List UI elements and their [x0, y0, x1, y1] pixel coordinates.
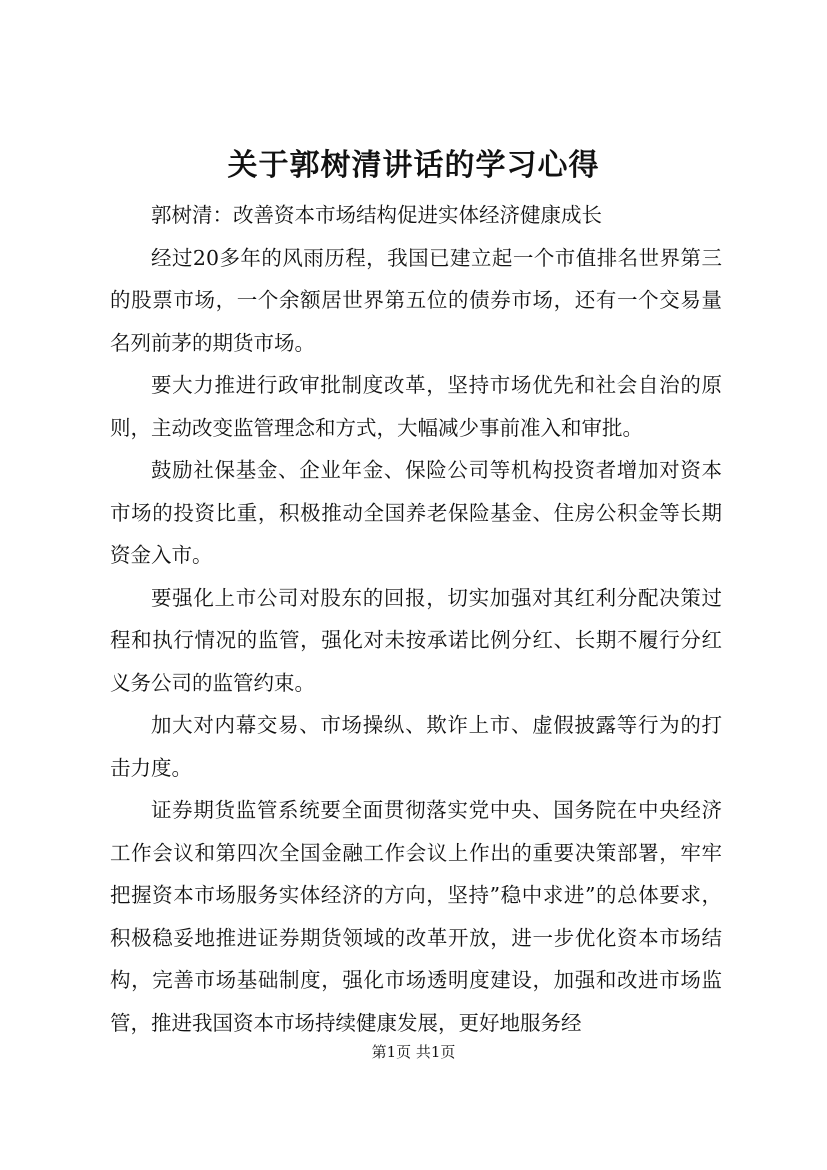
paragraph: 要强化上市公司对股东的回报，切实加强对其红利分配决策过程和执行情况的监管，强化对未按承诺比例分红、长期不履行分红义务公司的监管约束。: [110, 585, 722, 695]
document-body: [110, 194, 722, 1044]
paragraph-subtitle: 郭树清：改善资本市场结构促进实体经济健康成长: [151, 203, 602, 227]
paragraph: 经过20多年的风雨历程，我国已建立起一个市值排名世界第三的股票市场，一个余额居世界第五位的债券市场，还有一个交易量名列前茅的期货市场。: [110, 245, 722, 355]
paragraph: 要大力推进行政审批制度改革，坚持市场优先和社会自治的原则，主动改变监管理念和方式，大幅减少事前准入和审批。: [110, 373, 722, 440]
paragraph: 加大对内幕交易、市场操纵、欺诈上市、虚假披露等行为的打击力度。: [110, 713, 722, 780]
page-footer: 第1页 共1页: [371, 1043, 456, 1061]
paragraph: 鼓励社保基金、企业年金、保险公司等机构投资者增加对资本市场的投资比重，积极推动全国养老保险基金、住房公积金等长期资金入市。: [110, 458, 722, 567]
paragraph: 证券期货监管系统要全面贯彻落实党中央、国务院在中央经济工作会议和第四次全国金融工作会议上作出的重要决策部署，牢牢把握资本市场服务实体经济的方向，坚持”稳中求进”的总体要求，积极稳妥地推进证券期货领域的改革开放，进一步优化资本市场结构，完善市场基础制度，强化市场透明度建设，加强和改进市场监管，推进我国资本市场持续健康发展，更好地服务经: [110, 798, 722, 1035]
document-title: 关于郭树清讲话的学习心得: [227, 148, 600, 183]
